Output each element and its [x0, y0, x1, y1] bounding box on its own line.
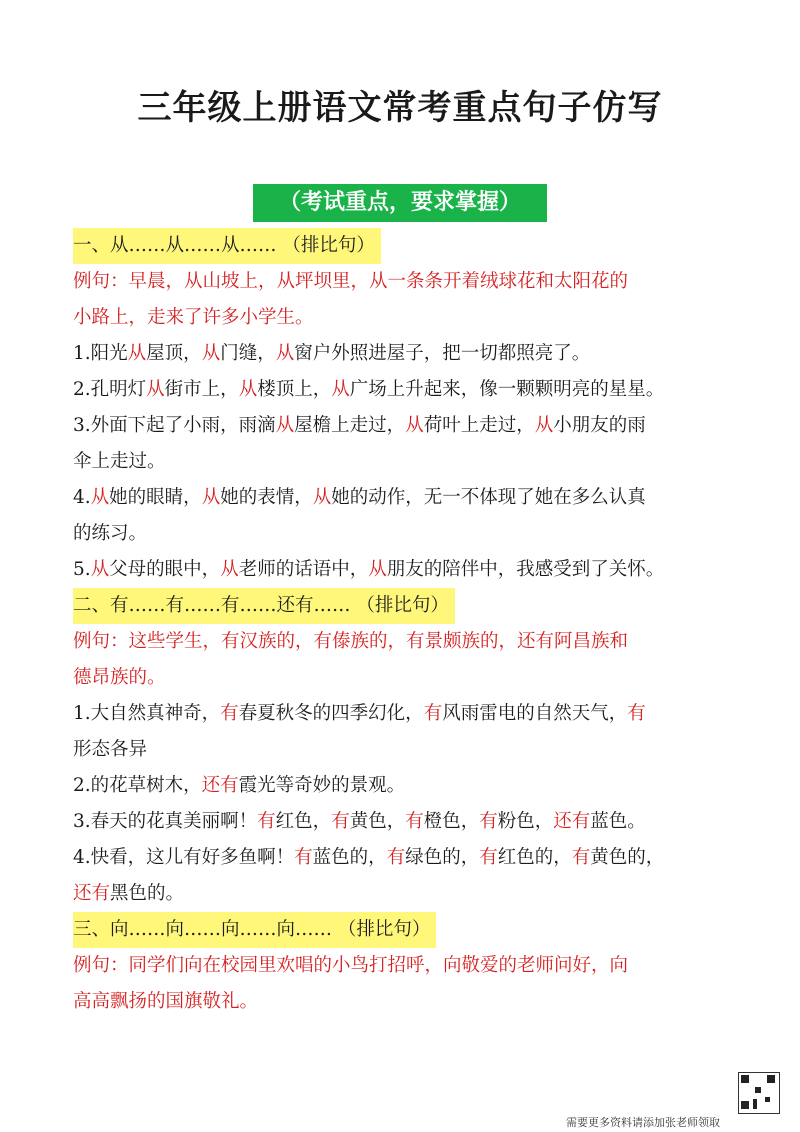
- sentence-line: 4.快看，这儿有好多鱼啊！有蓝色的，有绿色的，有红色的，有黄色的，: [73, 847, 665, 868]
- section-heading: 三、向……向……向……向…… （排比句）: [73, 912, 743, 948]
- sentence-line: 的练习。: [73, 523, 148, 544]
- sentence-line: 1.大自然真神奇，有春夏秋冬的四季幻化，有风雨雷电的自然天气，有: [73, 703, 646, 724]
- subtitle-banner: （考试重点，要求掌握）: [253, 184, 547, 222]
- section-heading: 二、有……有……有……还有…… （排比句）: [73, 588, 743, 624]
- sentence-line: 3.外面下起了小雨，雨滴从屋檐上走过，从荷叶上走过，从小朋友的雨: [73, 415, 646, 436]
- footer-note: 需要更多资料请添加张老师领取: [566, 1116, 720, 1129]
- document-body: [73, 228, 743, 1020]
- qr-code-icon: [738, 1072, 780, 1114]
- example-line: 高高飘扬的国旗敬礼。: [73, 991, 259, 1012]
- sentence-line: 5.从父母的眼中，从老师的话语中，从朋友的陪伴中，我感受到了关怀。: [73, 559, 665, 580]
- example-line: 例句：同学们向在校园里欢唱的小鸟打招呼，向敬爱的老师问好，向: [73, 955, 629, 976]
- example-line: 德昂族的。: [73, 667, 166, 688]
- sentence-line: 3.春天的花真美丽啊！有红色，有黄色，有橙色，有粉色，还有蓝色。: [73, 811, 646, 832]
- page-title: 三年级上册语文常考重点句子仿写: [137, 88, 663, 128]
- sentence-line: 形态各异: [73, 739, 148, 760]
- sentence-line: 2.的花草树木，还有霞光等奇妙的景观。: [73, 775, 406, 796]
- sentence-line: 4.从她的眼睛，从她的表情，从她的动作，无一不体现了她在多么认真: [73, 487, 646, 508]
- example-line: 例句：这些学生，有汉族的，有傣族的，有景颇族的，还有阿昌族和: [73, 631, 629, 652]
- example-line: 小路上，走来了许多小学生。: [73, 307, 314, 328]
- section-heading: 一、从……从……从…… （排比句）: [73, 228, 743, 264]
- sentence-line: 2.孔明灯从街市上，从楼顶上，从广场上升起来，像一颗颗明亮的星星。: [73, 379, 665, 400]
- sentence-line: 伞上走过。: [73, 451, 166, 472]
- example-line: 例句：早晨，从山坡上，从坪坝里，从一条条开着绒球花和太阳花的: [73, 271, 629, 292]
- sentence-line: 还有黑色的。: [73, 883, 185, 904]
- sentence-line: 1.阳光从屋顶，从门缝，从窗户外照进屋子，把一切都照亮了。: [73, 343, 591, 364]
